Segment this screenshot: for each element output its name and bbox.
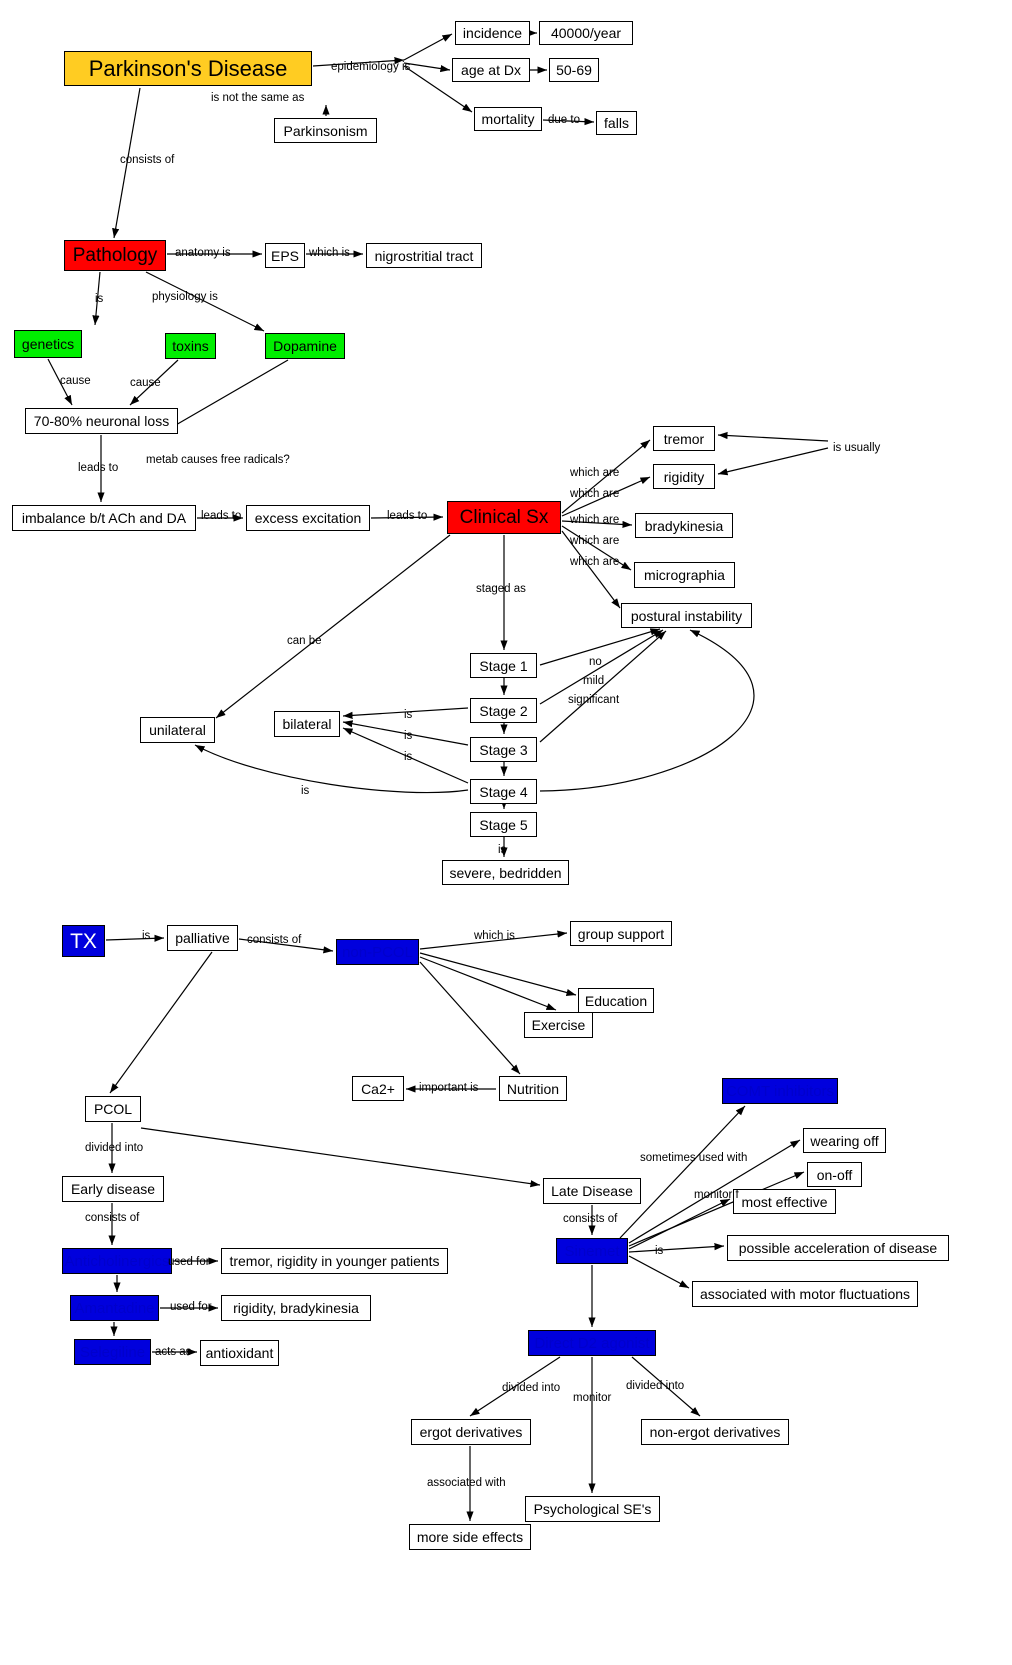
node-group-support[interactable]: group support [570,921,672,946]
edge-label-can-be: can be [287,635,322,647]
node-calcium[interactable]: Ca2+ [352,1076,404,1101]
edge-label-is-pathology: is [95,293,104,305]
node-neuronal-loss[interactable]: 70-80% neuronal loss [25,408,178,434]
node-late-disease[interactable]: Late Disease [543,1178,641,1204]
edge-label-is-stage3-bilateral: is [404,730,413,742]
edge-label-sometimes-used-with: sometimes used with [640,1152,748,1164]
edge-label-divided-into-ergot: divided into [502,1382,561,1394]
node-severe-bedridden[interactable]: severe, bedridden [442,860,569,885]
edge-label-which-is-eps: which is [309,247,350,259]
node-palliative[interactable]: palliative [167,925,238,951]
edge-label-important-is: important is [419,1082,479,1094]
node-clinical-sx[interactable]: Clinical Sx [447,501,561,534]
node-antioxidant[interactable]: antioxidant [200,1340,279,1366]
edge-label-cause-toxins: cause [130,377,161,389]
node-eps[interactable]: EPS [265,243,305,268]
edge-label-acts-as: acts as [155,1346,192,1358]
node-selegiline[interactable]: Selegiline [74,1339,151,1365]
node-pathology[interactable]: Pathology [64,240,166,271]
node-tremor[interactable]: tremor [653,426,715,451]
node-stage-1[interactable]: Stage 1 [470,653,537,678]
edge-label-is-not-the-same-as: is not the same as [211,92,305,104]
node-rigidity[interactable]: rigidity [653,464,715,489]
node-sinemet[interactable]: Sinemet [556,1238,628,1264]
edge-label-monitor: monitor [573,1392,612,1404]
edge-label-used-for-anticholinergics: used for [168,1256,210,1268]
node-age-value[interactable]: 50-69 [549,58,599,82]
edge-label-staged-as: staged as [476,583,526,595]
edge-label-used-for-amantadine: used for [170,1301,212,1313]
edge-label-is-palliative: is [142,930,151,942]
edge-label-metab-free-radicals: metab causes free radicals? [146,454,290,466]
edge-label-consists-of-early: consists of [85,1212,140,1224]
edge-label-which-are-bradykinesia: which are [570,514,620,526]
edge-label-which-is-nonpcol: which is [474,930,515,942]
node-anticholinergics[interactable]: Anticholinergics [62,1248,172,1274]
node-pcol[interactable]: PCOL [85,1096,141,1122]
node-nigrostriatal-tract[interactable]: nigrostritial tract [366,243,482,268]
edge-label-no: no [589,656,602,668]
node-amantadine[interactable]: Amantadine [70,1295,159,1321]
edge-label-is-stage2-bilateral: is [404,709,413,721]
node-postural-instability[interactable]: postural instability [621,603,752,628]
node-most-effective[interactable]: most effective [733,1189,836,1214]
edge-label-divided-into-nonergot: divided into [626,1380,685,1392]
edge-label-physiology-is: physiology is [152,291,218,303]
node-tx[interactable]: TX [62,925,105,957]
node-falls[interactable]: falls [596,111,637,135]
node-parkinsons-disease[interactable]: Parkinson's Disease [64,51,312,86]
node-possible-acceleration[interactable]: possible acceleration of disease [727,1235,949,1261]
edge-label-which-are-micrographia: which are [570,535,620,547]
node-psychological-se[interactable]: Psychological SE's [525,1496,660,1522]
edge-label-associated-with: associated with [427,1477,506,1489]
node-rigidity-bradykinesia[interactable]: rigidity, bradykinesia [221,1295,371,1321]
node-parkinsonism[interactable]: Parkinsonism [274,118,377,143]
node-exercise[interactable]: Exercise [524,1012,593,1038]
edge-label-which-are-rigidity: which are [570,488,620,500]
edge-label-is-usually: is usually [833,442,881,454]
node-on-off[interactable]: on-off [807,1162,862,1187]
edge-label-consists-of-late: consists of [563,1213,618,1225]
edge-label-cause-genetics: cause [60,375,91,387]
node-non-pcol[interactable]: non-PCOL [336,939,419,965]
node-stage-5[interactable]: Stage 5 [470,812,537,837]
edge-label-anatomy-is: anatomy is [175,247,231,259]
node-incidence-value[interactable]: 40000/year [539,21,633,45]
node-unilateral[interactable]: unilateral [140,717,215,743]
node-stage-2[interactable]: Stage 2 [470,698,537,723]
node-bilateral[interactable]: bilateral [274,711,340,737]
node-micrographia[interactable]: micrographia [634,562,735,588]
node-genetics[interactable]: genetics [14,330,82,358]
edge-label-is-sinemet: is [655,1245,664,1257]
node-comt-inhibitors[interactable]: COMT inhibitors [722,1078,838,1104]
edge-label-leads-to-clinical: leads to [387,510,428,522]
node-education[interactable]: Education [578,988,654,1013]
edge-label-leads-to-excess: leads to [201,510,242,522]
node-toxins[interactable]: toxins [165,333,216,359]
edge-label-epidemiology-is: epidemiology is [331,61,411,73]
edge-label-is-stage4-bilateral: is [404,751,413,763]
node-more-side-effects[interactable]: more side effects [409,1524,531,1550]
edge-label-consists-of-nonpcol: consists of [247,934,302,946]
node-mortality[interactable]: mortality [474,107,542,131]
node-nutrition[interactable]: Nutrition [499,1076,567,1101]
edge-label-due-to: due to [548,114,580,126]
edge-label-divided-into-early: divided into [85,1142,144,1154]
edge-label-mild: mild [583,675,605,687]
node-ergot-derivatives[interactable]: ergot derivatives [411,1419,531,1445]
node-motor-fluctuations[interactable]: associated with motor fluctuations [692,1281,918,1307]
node-early-disease[interactable]: Early disease [62,1176,164,1202]
edge-label-which-are-tremor: which are [570,467,620,479]
node-wearing-off[interactable]: wearing off [803,1128,886,1153]
node-excess-excitation[interactable]: excess excitation [246,505,370,531]
edge-label-significant: significant [568,694,620,706]
node-bradykinesia[interactable]: bradykinesia [635,513,733,538]
node-age-at-dx[interactable]: age at Dx [452,58,530,82]
edge-label-consists-of-pathology: consists of [120,154,175,166]
node-tremor-rigidity-younger[interactable]: tremor, rigidity in younger patients [221,1248,448,1274]
node-stage-3[interactable]: Stage 3 [470,737,537,762]
edge-label-which-are-postural: which are [570,556,620,568]
edge-label-monitor-for: monitor f [694,1189,739,1201]
edge-label-leads-to-imbalance: leads to [78,462,119,474]
node-dopamine[interactable]: Dopamine [265,333,345,359]
node-direct-d2-agonist[interactable]: Direct D2 agonist [528,1330,656,1356]
edge-label-is-severe: is [498,844,507,856]
node-non-ergot-derivatives[interactable]: non-ergot derivatives [641,1419,789,1445]
edge-label-is-unilateral: is [301,785,310,797]
node-stage-4[interactable]: Stage 4 [470,779,537,804]
node-imbalance-ach-da[interactable]: imbalance b/t ACh and DA [12,505,196,531]
node-incidence[interactable]: incidence [455,21,530,45]
